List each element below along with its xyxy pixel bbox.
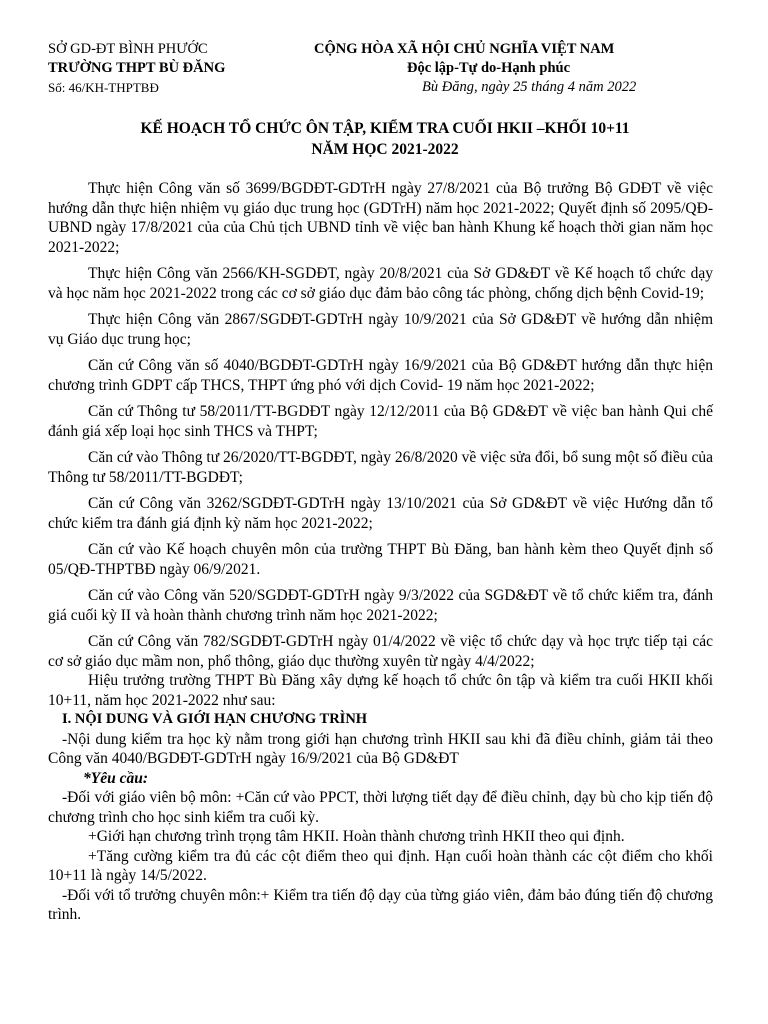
paragraph-legal-basis-10: Căn cứ Công văn 782/SGDĐT-GDTrH ngày 01/4/2022 về việc tổ chức dạy và học trực tiếp tại các cơ sở giáo dục mầm non, phổ thông, giáo dục thường xuyên từ ngày 4/4/2022; [48,633,713,670]
school-name: TRƯỜNG THPT BÙ ĐĂNG [48,60,226,76]
paragraph-legal-basis-4: Căn cứ Công văn số 4040/BGDĐT-GDTrH ngày 16/9/2021 của Bộ GD&ĐT hướng dẫn thực hiện chương trình GDPT cấp THCS, THPT ứng phó với dịch Covid- 19 năm học 2021-2022; [48,357,713,394]
title-line-2: NĂM HỌC 2021-2022 [311,141,459,158]
section-content: -Nội dung kiểm tra học kỳ nằm trong giới hạn chương trình HKII sau khi đã điều chỉnh, giảm tải theo Công văn 4040/BGDĐT-GDTrH ngày 16/9/2021 của Bộ GD&ĐT [48,730,713,767]
document-number: Số: 46/KH-THPTBĐ [48,80,159,95]
document-body [48,179,713,925]
group-leader-requirement: -Đối với tổ trưởng chuyên môn:+ Kiểm tra tiến độ dạy của từng giáo viên, đảm bảo đúng tiến độ chương trình. [48,886,713,923]
department-name: SỞ GD-ĐT BÌNH PHƯỚC [48,41,208,57]
country-name: CỘNG HÒA XÃ HỘI CHỦ NGHĨA VIỆT NAM [314,41,615,57]
paragraph-legal-basis-1: Thực hiện Công văn số 3699/BGDĐT-GDTrH ngày 27/8/2021 của Bộ trưởng Bộ GDĐT về việc hướng dẫn thực hiện nhiệm vụ giáo dục trung học (GDTrH) năm học 2021-2022; Quyết định số 2095/QĐ-UBND ngày 17/8/2021 của của Chủ tịch UBND tỉnh về việc ban hành Khung kế hoạch thời gian năm học 2021-2022; [48,180,713,256]
place-date: Bù Đăng, ngày 25 tháng 4 năm 2022 [422,79,637,95]
paragraph-legal-basis-7: Căn cứ Công văn 3262/SGDĐT-GDTrH ngày 13/10/2021 của Sở GD&ĐT về việc Hướng dẫn tổ chức kiểm tra đánh giá định kỳ năm học 2021-2022; [48,495,713,532]
teacher-requirement: -Đối với giáo viên bộ môn: +Căn cứ vào PPCT, thời lượng tiết dạy để điều chỉnh, dạy bù cho kịp tiến độ chương trình cho học sinh kiểm tra cuối kỳ. [48,789,713,826]
requirements-label: *Yêu cầu: [83,769,149,787]
title-line-1: KẾ HOẠCH TỔ CHỨC ÔN TẬP, KIỂM TRA CUỐI HKII –KHỐI 10+11 [140,120,630,137]
paragraph-legal-basis-5: Căn cứ Thông tư 58/2011/TT-BGDĐT ngày 12/12/2011 của Bộ GD&ĐT về việc ban hành Qui chế đánh giá xếp loại học sinh THCS và THPT; [48,403,713,440]
paragraph-intro: Hiệu trưởng trường THPT Bù Đăng xây dựng kế hoạch tổ chức ôn tập và kiểm tra cuối HKII khối 10+11, năm học 2021-2022 như sau: [48,672,713,709]
section-heading: I. NỘI DUNG VÀ GIỚI HẠN CHƯƠNG TRÌNH [62,711,368,727]
national-header [314,40,636,97]
paragraph-legal-basis-2: Thực hiện Công văn 2566/KH-SGDĐT, ngày 20/8/2021 của Sở GD&ĐT về Kế hoạch tổ chức dạy và học năm học 2021-2022 trong các cơ sở giáo dục đảm bảo công tác phòng, chống dịch bệnh Covid-19; [48,265,713,302]
motto: Độc lập-Tự do-Hạnh phúc [407,60,571,76]
limit-requirement: +Giới hạn chương trình trọng tâm HKII. Hoàn thành chương trình HKII theo qui định. [88,828,625,845]
document-title [40,118,730,160]
paragraph-legal-basis-3: Thực hiện Công văn 2867/SGDĐT-GDTrH ngày 10/9/2021 của Sở GD&ĐT về hướng dẫn nhiệm vụ Giáo dục trung học; [48,311,713,348]
issuer-block [48,40,225,97]
paragraph-legal-basis-9: Căn cứ vào Công văn 520/SGDĐT-GDTrH ngày 9/3/2022 của SGD&ĐT về tổ chức kiểm tra, đánh giá cuối kỳ II và hoàn thành chương trình năm học 2021-2022; [48,587,713,624]
paragraph-legal-basis-8: Căn cứ vào Kế hoạch chuyên môn của trường THPT Bù Đăng, ban hành kèm theo Quyết định số 05/QĐ-THPTBĐ ngày 06/9/2021. [48,541,713,578]
paragraph-legal-basis-6: Căn cứ vào Thông tư 26/2020/TT-BGDĐT, ngày 26/8/2020 về việc sửa đổi, bổ sung một số điều của Thông tư 58/2011/TT-BGDĐT; [48,449,713,486]
strengthen-requirement: +Tăng cường kiểm tra đủ các cột điểm theo qui định. Hạn cuối hoàn thành các cột điểm cho khối 10+11 là ngày 14/5/2022. [48,847,713,884]
